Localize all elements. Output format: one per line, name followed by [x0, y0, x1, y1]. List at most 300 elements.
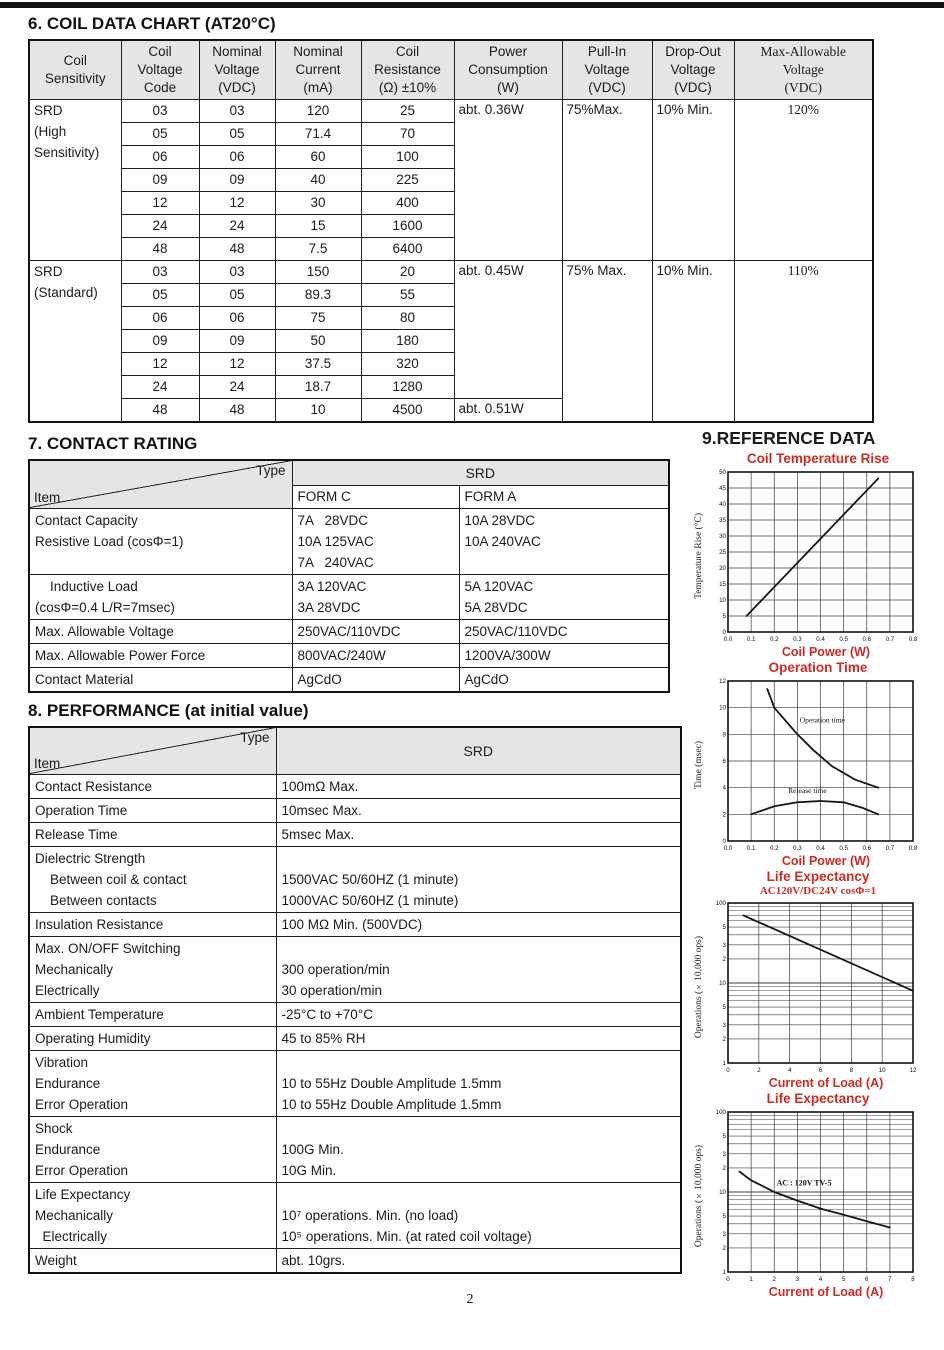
- text-line: Between contacts: [35, 893, 157, 908]
- text-line: Nominal: [212, 44, 262, 59]
- page-number: 2: [466, 1292, 474, 1307]
- coil-data-table: [28, 39, 846, 423]
- column-header: [121, 40, 199, 100]
- pull-in-cell: 75%Max.: [562, 100, 652, 261]
- text-line: [282, 938, 676, 959]
- contact-table: [28, 459, 670, 693]
- svg-text:7: 7: [888, 1276, 892, 1283]
- column-header: [562, 40, 652, 100]
- item-cell: [29, 823, 276, 847]
- text-line: (VDC): [784, 80, 822, 95]
- text-line: Sensitivity): [34, 145, 100, 160]
- text-line: Endurance: [35, 1142, 101, 1157]
- table-cell: 320: [361, 353, 454, 376]
- svg-text:0.8: 0.8: [908, 845, 918, 852]
- column-header: [199, 40, 275, 100]
- item-cell: [29, 1249, 276, 1274]
- svg-text:5: 5: [722, 1004, 726, 1012]
- text-line: Error Operation: [35, 1163, 129, 1178]
- svg-text:45: 45: [719, 485, 726, 492]
- text-line: 10msec Max.: [281, 803, 362, 818]
- text-line: (High: [34, 124, 67, 139]
- table-cell: 24: [199, 376, 275, 399]
- svg-text:3: 3: [722, 941, 726, 949]
- chart-y-axis-label: Temperature Rise (°C): [694, 513, 704, 599]
- item-cell: [29, 1051, 276, 1117]
- text-line: Ambient Temperature: [35, 1007, 164, 1022]
- column-header: [652, 40, 734, 100]
- table-cell: 50: [275, 330, 361, 353]
- table-row: [29, 1051, 681, 1117]
- svg-text:6: 6: [818, 1067, 823, 1074]
- svg-text:2: 2: [722, 811, 726, 819]
- text-line: Vibration: [35, 1055, 89, 1070]
- svg-text:5: 5: [722, 1213, 726, 1221]
- svg-text:4: 4: [722, 784, 726, 792]
- chart-subtitle: AC120V/DC24V cosΦ=1: [759, 885, 877, 897]
- svg-text:40: 40: [719, 501, 726, 508]
- table-cell: 30: [275, 192, 361, 215]
- table-cell: 71.4: [275, 123, 361, 146]
- svg-text:0.7: 0.7: [885, 636, 895, 643]
- svg-text:5: 5: [722, 1133, 726, 1141]
- text-line: 1200VA/300W: [464, 648, 551, 663]
- value-cell: [276, 1003, 681, 1027]
- text-line: Endurance: [35, 1076, 101, 1091]
- text-line: Life Expectancy: [35, 1187, 131, 1202]
- chart-4: [694, 1091, 942, 1299]
- text-line: 5msec Max.: [281, 827, 355, 842]
- table-row: [29, 644, 669, 668]
- text-line: Power: [488, 44, 528, 59]
- item-label: Item: [34, 490, 61, 505]
- table-cell: 03: [199, 261, 275, 284]
- text-line: AgCdO: [464, 672, 509, 687]
- text-line: 10 to 55Hz Double Amplitude 1.5mm: [281, 1076, 502, 1091]
- text-line: 5A 28VDC: [464, 600, 528, 615]
- svg-text:3: 3: [722, 1021, 726, 1029]
- svg-text:0: 0: [722, 838, 726, 845]
- item-cell: [29, 1117, 276, 1183]
- column-header: [29, 40, 121, 100]
- svg-text:0.1: 0.1: [746, 636, 756, 643]
- svg-text:5: 5: [722, 613, 726, 620]
- chart-title: Life Expectancy: [766, 869, 870, 884]
- form-a-cell: [459, 668, 669, 693]
- table-cell: 05: [121, 284, 199, 307]
- text-line: Between coil & contact: [35, 872, 187, 887]
- text-line: Electrically: [35, 1229, 108, 1244]
- chart-3: [694, 869, 942, 1090]
- coil-table-head: [29, 40, 873, 100]
- table-cell: 12: [121, 353, 199, 376]
- coil-table: [28, 39, 874, 423]
- header-row: [29, 727, 681, 775]
- text-line: 100G Min.: [281, 1142, 344, 1157]
- table-cell: 09: [121, 169, 199, 192]
- form-a-cell: [459, 644, 669, 668]
- text-line: Resistive Load (cosΦ=1): [35, 534, 184, 549]
- table-row: [29, 1117, 681, 1183]
- series-operation-time: [767, 689, 878, 788]
- text-line: 10A 28VDC: [464, 513, 536, 528]
- text-line: Inductive Load: [35, 579, 138, 594]
- text-line: 300 operation/min: [281, 962, 390, 977]
- item-cell: [29, 1003, 276, 1027]
- svg-text:0: 0: [726, 1276, 730, 1283]
- svg-text:0.1: 0.1: [746, 845, 756, 852]
- text-line: Contact Resistance: [35, 779, 153, 794]
- chart-body: [694, 676, 942, 854]
- text-line: Nominal: [293, 44, 343, 59]
- svg-text:4: 4: [818, 1276, 823, 1283]
- section-8-title: 8. PERFORMANCE (at initial value): [28, 701, 309, 720]
- text-line: Insulation Resistance: [35, 917, 164, 932]
- text-line: 1000VAC 50/60HZ (1 minute): [281, 893, 459, 908]
- max-allowable-cell: 120%: [734, 100, 873, 261]
- chart-x-axis-label: Coil Power (W): [781, 854, 871, 868]
- table-row: [29, 1183, 681, 1249]
- svg-text:3: 3: [722, 1230, 726, 1238]
- text-line: Voltage: [214, 62, 260, 77]
- series-temperature-rise: [747, 478, 879, 616]
- svg-text:1: 1: [749, 1276, 753, 1283]
- type-item-corner-cell: [29, 460, 292, 509]
- svg-text:35: 35: [719, 517, 726, 524]
- item-cell: [29, 668, 292, 693]
- svg-text:2: 2: [722, 1035, 726, 1043]
- table-row: [29, 823, 681, 847]
- chart-y-axis-label: Operations (×10,000 ops): [694, 935, 704, 1039]
- table-cell: 09: [199, 330, 275, 353]
- item-cell: [29, 775, 276, 799]
- table-cell: 180: [361, 330, 454, 353]
- text-line: (mA): [303, 80, 333, 95]
- text-line: [282, 1184, 676, 1205]
- text-line: Voltage: [137, 62, 183, 77]
- drop-out-cell: 10% Min.: [652, 261, 734, 423]
- text-line: Max. ON/OFF Switching: [35, 941, 181, 956]
- table-cell: 40: [275, 169, 361, 192]
- svg-text:2: 2: [722, 1164, 726, 1172]
- text-line: [282, 848, 676, 869]
- value-cell: [276, 937, 681, 1003]
- text-line: Coil: [63, 53, 87, 68]
- chart-title: Life Expectancy: [766, 1091, 870, 1106]
- text-line: (Ω) ±10%: [378, 80, 437, 95]
- table-row: [29, 937, 681, 1003]
- svg-text:50: 50: [719, 469, 726, 476]
- chart-2: [694, 660, 942, 868]
- table-cell: 48: [121, 238, 199, 261]
- text-line: Contact Material: [35, 672, 134, 687]
- table-cell: 37.5: [275, 353, 361, 376]
- table-cell: 150: [275, 261, 361, 284]
- value-cell: [276, 1183, 681, 1249]
- table-row: [29, 575, 669, 620]
- item-cell: [29, 799, 276, 823]
- svg-text:Release time: Release time: [788, 786, 827, 795]
- text-line: 3A 120VAC: [297, 579, 367, 594]
- text-line: Mechanically: [35, 1208, 114, 1223]
- table-cell: 24: [121, 215, 199, 238]
- table-row: [29, 668, 669, 693]
- type-label: Type: [240, 730, 270, 745]
- table-cell: 48: [199, 399, 275, 423]
- text-line: 10A 240VAC: [464, 534, 541, 549]
- text-line: 100mΩ Max.: [281, 779, 359, 794]
- text-line: abt. 10grs.: [281, 1253, 346, 1268]
- performance-table: [28, 726, 708, 1274]
- form-c-cell: [292, 620, 459, 644]
- srd-header: SRD: [292, 460, 669, 486]
- text-line: [282, 1052, 676, 1073]
- form-c-cell: [292, 644, 459, 668]
- svg-text:10: 10: [878, 1067, 886, 1074]
- svg-text:0: 0: [726, 1067, 730, 1074]
- table-cell: 06: [199, 146, 275, 169]
- text-line: SRD: [34, 103, 63, 118]
- text-line: AgCdO: [297, 672, 342, 687]
- table-cell: 55: [361, 284, 454, 307]
- table-cell: 80: [361, 307, 454, 330]
- table-row: [29, 261, 873, 284]
- table-cell: 18.7: [275, 376, 361, 399]
- form-a-cell: [459, 620, 669, 644]
- item-cell: [29, 509, 292, 575]
- form-a-cell: [459, 575, 669, 620]
- text-line: Resistance: [374, 62, 441, 77]
- text-line: 100 MΩ Min. (500VDC): [281, 917, 423, 932]
- table-cell: 48: [121, 399, 199, 423]
- table-cell: 100: [361, 146, 454, 169]
- svg-text:0.7: 0.7: [885, 845, 895, 852]
- chart-y-axis-label: Time (msec): [694, 741, 704, 789]
- item-cell: [29, 644, 292, 668]
- series-release-time: [751, 801, 878, 814]
- text-line: 7A 240VAC: [297, 555, 374, 570]
- text-line: (Standard): [34, 285, 98, 300]
- text-line: Mechanically: [35, 962, 114, 977]
- chart-title: Operation Time: [768, 660, 868, 675]
- text-line: 800VAC/240W: [297, 648, 386, 663]
- svg-text:0.4: 0.4: [816, 845, 825, 852]
- text-line: 5A 120VAC: [464, 579, 534, 594]
- type-label: Type: [256, 463, 286, 478]
- svg-text:2: 2: [722, 955, 726, 963]
- performance-table-head: [29, 727, 681, 775]
- svg-text:0.0: 0.0: [723, 845, 733, 852]
- chart-body: [694, 1107, 942, 1285]
- chart-x-axis-label: Current of Load (A): [768, 1285, 884, 1299]
- text-line: (W): [497, 80, 519, 95]
- power-consumption-cell: abt. 0.36W: [454, 100, 562, 261]
- text-line: Release Time: [35, 827, 118, 842]
- chart-1: [694, 451, 942, 659]
- table-row: [29, 1249, 681, 1274]
- text-line: 7A 28VDC: [297, 513, 369, 528]
- svg-text:12: 12: [909, 1067, 917, 1074]
- text-line: Max. Allowable Power Force: [35, 648, 206, 663]
- item-label: Item: [34, 756, 61, 771]
- svg-text:3: 3: [722, 1150, 726, 1158]
- power-consumption-cell: abt. 0.45W: [454, 261, 562, 399]
- text-line: 1500VAC 50/60HZ (1 minute): [281, 872, 459, 887]
- table-cell: 24: [199, 215, 275, 238]
- table-cell: 70: [361, 123, 454, 146]
- chart-body: [694, 467, 942, 645]
- svg-text:0.6: 0.6: [862, 845, 872, 852]
- text-line: [282, 1118, 676, 1139]
- table-row: [29, 1003, 681, 1027]
- column-header: [454, 40, 562, 100]
- coil-table-body: [29, 100, 873, 423]
- svg-text:1: 1: [722, 1060, 726, 1067]
- table-cell: 06: [199, 307, 275, 330]
- contact-rating-table: [28, 459, 708, 693]
- text-line: Max-Allowable: [760, 44, 846, 59]
- svg-text:30: 30: [719, 533, 726, 540]
- svg-text:6: 6: [865, 1276, 869, 1283]
- svg-text:2: 2: [772, 1276, 776, 1283]
- value-cell: [276, 1051, 681, 1117]
- text-line: Code: [143, 80, 177, 95]
- table-row: [29, 799, 681, 823]
- svg-text:8: 8: [911, 1276, 915, 1283]
- table-cell: 120: [275, 100, 361, 123]
- form-a-cell: [459, 509, 669, 575]
- text-line: Coil: [148, 44, 172, 59]
- svg-text:0.2: 0.2: [769, 636, 779, 643]
- text-line: 3A 28VDC: [297, 600, 361, 615]
- pull-in-cell: 75% Max.: [562, 261, 652, 423]
- text-line: (VDC): [674, 80, 712, 95]
- power-consumption-cell: abt. 0.51W: [454, 399, 562, 423]
- chart-x-axis-label: Coil Power (W): [781, 645, 871, 659]
- chart-plot: [708, 1107, 920, 1285]
- text-line: Dielectric Strength: [35, 851, 146, 866]
- text-line: 30 operation/min: [281, 983, 383, 998]
- series-life-expectancy: [743, 915, 913, 990]
- table-cell: 60: [275, 146, 361, 169]
- chart-x-axis-label: Current of Load (A): [768, 1076, 884, 1090]
- svg-text:25: 25: [719, 549, 726, 556]
- table-cell: 05: [121, 123, 199, 146]
- svg-text:20: 20: [719, 565, 726, 572]
- table-cell: 48: [199, 238, 275, 261]
- text-line: Contact Capacity: [35, 513, 138, 528]
- section-7-title: 7. CONTACT RATING: [28, 434, 198, 453]
- svg-text:0.5: 0.5: [839, 636, 848, 643]
- table-cell: 12: [199, 192, 275, 215]
- svg-text:6: 6: [722, 758, 726, 765]
- value-cell: [276, 1027, 681, 1051]
- table-cell: 12: [199, 353, 275, 376]
- svg-text:100: 100: [715, 1109, 726, 1116]
- text-line: Weight: [35, 1253, 77, 1268]
- svg-text:2: 2: [757, 1067, 761, 1074]
- performance-table-body: [29, 775, 681, 1274]
- value-cell: [276, 1249, 681, 1274]
- table-cell: 05: [199, 123, 275, 146]
- text-line: 10 to 55Hz Double Amplitude 1.5mm: [281, 1097, 502, 1112]
- text-line: Shock: [35, 1121, 73, 1136]
- table-cell: 12: [121, 192, 199, 215]
- svg-text:10: 10: [719, 597, 726, 604]
- value-cell: [276, 913, 681, 937]
- form-header: FORM A: [459, 486, 669, 509]
- value-cell: [276, 823, 681, 847]
- type-item-corner-cell: [29, 727, 276, 775]
- svg-text:0.5: 0.5: [839, 845, 848, 852]
- text-line: 250VAC/110VDC: [297, 624, 401, 639]
- svg-text:15: 15: [719, 581, 726, 588]
- text-line: Current: [295, 62, 341, 77]
- section-6-title: 6. COIL DATA CHART (AT20°C): [28, 14, 276, 33]
- svg-text:4: 4: [787, 1067, 792, 1074]
- text-line: Drop-Out: [665, 44, 721, 59]
- reference-charts: [694, 451, 942, 1299]
- text-line: (cosΦ=0.4 L/R=7msec): [35, 600, 175, 615]
- table-row: [29, 913, 681, 937]
- table-row: [29, 509, 669, 575]
- text-line: Voltage: [670, 62, 716, 77]
- svg-text:10: 10: [719, 980, 726, 987]
- value-cell: [276, 847, 681, 913]
- table-cell: 89.3: [275, 284, 361, 307]
- contact-table-head: [29, 460, 669, 509]
- column-header: [361, 40, 454, 100]
- table-cell: 400: [361, 192, 454, 215]
- svg-text:100: 100: [715, 900, 726, 907]
- table-row: [29, 775, 681, 799]
- text-line: Max. Allowable Voltage: [35, 624, 174, 639]
- value-cell: [276, 775, 681, 799]
- table-row: [29, 847, 681, 913]
- text-line: 10G Min.: [281, 1163, 337, 1178]
- text-line: (VDC): [218, 80, 256, 95]
- svg-text:3: 3: [795, 1276, 800, 1283]
- svg-text:0.6: 0.6: [862, 636, 872, 643]
- svg-text:2: 2: [722, 1244, 726, 1252]
- table-cell: 03: [121, 100, 199, 123]
- table-cell: 1280: [361, 376, 454, 399]
- chart-plot: [708, 467, 920, 645]
- form-c-cell: [292, 509, 459, 575]
- form-c-cell: [292, 575, 459, 620]
- text-line: Voltage: [584, 62, 630, 77]
- item-cell: [29, 1027, 276, 1051]
- svg-text:8: 8: [722, 731, 726, 739]
- reference-data-column: [694, 428, 942, 1300]
- text-line: Operation Time: [35, 803, 128, 818]
- text-line: 250VAC/110VDC: [464, 624, 568, 639]
- table-cell: 24: [121, 376, 199, 399]
- svg-text:0.8: 0.8: [908, 636, 918, 643]
- svg-text:5: 5: [722, 924, 726, 932]
- item-cell: [29, 1183, 276, 1249]
- table-row: [29, 100, 873, 123]
- coil-sensitivity-cell: [29, 100, 121, 261]
- svg-text:8: 8: [849, 1067, 854, 1074]
- text-line: SRD: [34, 264, 63, 279]
- max-allowable-cell: 110%: [734, 261, 873, 423]
- table-cell: 75: [275, 307, 361, 330]
- column-header: [275, 40, 361, 100]
- svg-text:AC : 120V TV-5: AC : 120V TV-5: [776, 1178, 832, 1188]
- text-line: (VDC): [588, 80, 626, 95]
- table-cell: 1600: [361, 215, 454, 238]
